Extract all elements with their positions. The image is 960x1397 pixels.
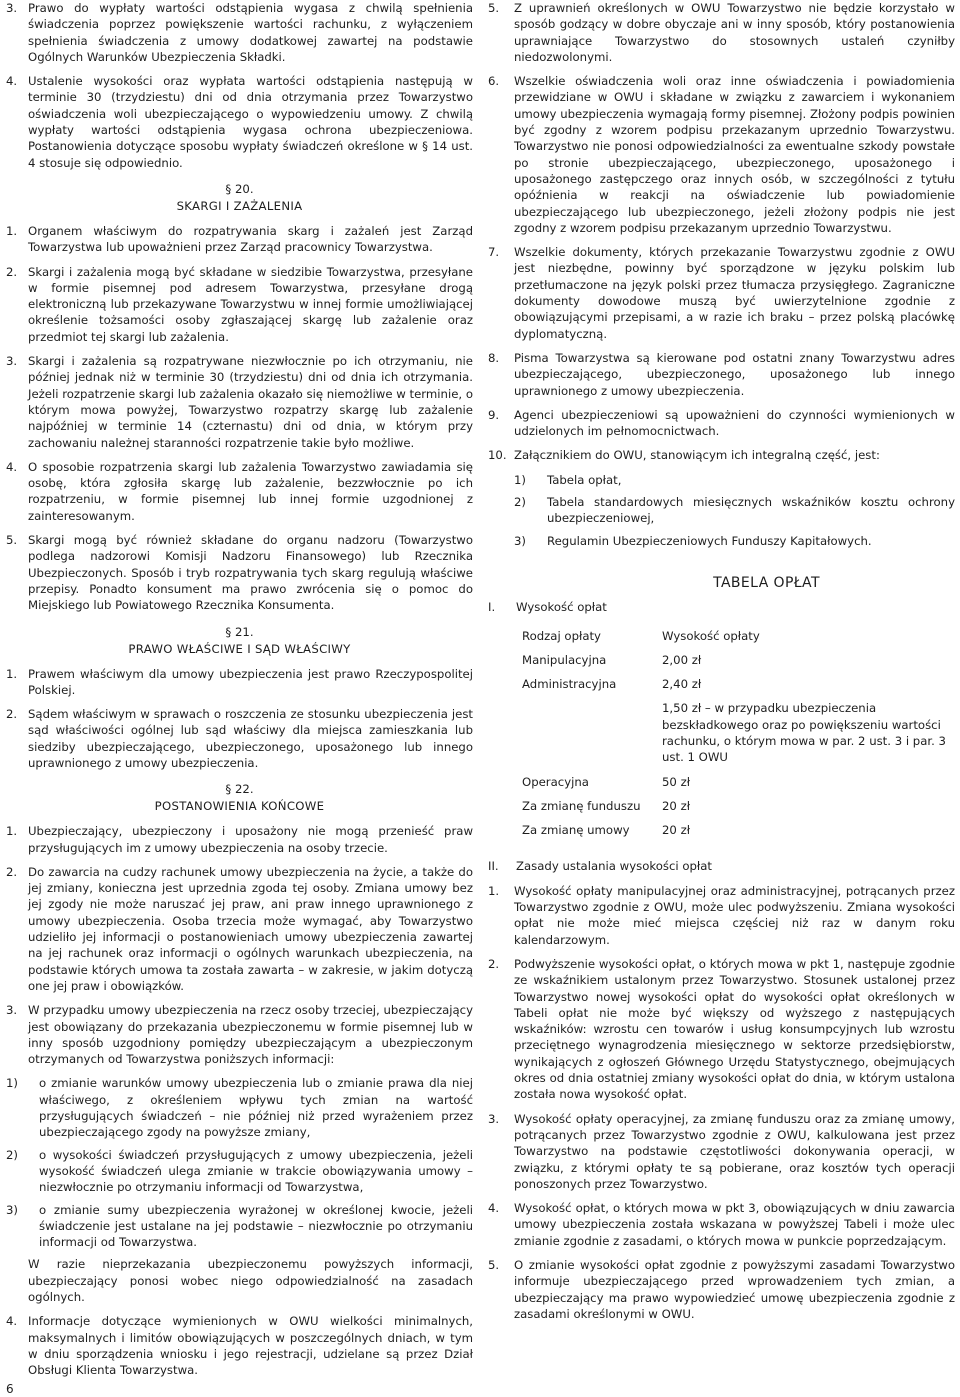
table-row — [514, 774, 952, 798]
item-number: 4. — [488, 1201, 500, 1216]
fee-type-cell — [514, 700, 662, 773]
list-item — [488, 883, 955, 948]
item-number: 1. — [6, 223, 18, 238]
list-item — [488, 73, 955, 236]
section-22-heading — [6, 781, 473, 815]
fee-type-cell: Operacyjna — [522, 774, 589, 789]
list-items-20 — [6, 223, 473, 614]
item-number: I. — [488, 600, 496, 615]
item-text: Załącznikiem do OWU, stanowiącym ich integralną część, jest: — [514, 448, 880, 463]
list-items-right-a — [488, 0, 955, 464]
item-text: Wszelkie oświadczenia woli oraz inne oświadczenia i powiadomienia przewidziane w OWU i składane w związku z zawarciem i wykonaniem umowy ubezpieczenia wymagają formy pisemnej. Złożony podpis powinien być zgodny z wzorem podpisu przekazanym uprzednio Towarzystwu. Towarzystwo nie ponosi odpowiedzialności za ewentualne szkody powstałe po stronie ubezpieczającego, ubezpieczonego, uposażonego i uposażonego zastępczego oraz innych osób, w szczególności z tytułu opóźnienia w reakcji na oświadczenie lub powiadomienie ubezpieczającego lub ubezpieczonego, jeżeli złożony podpis nie jest zgodny z wzorem podpisu przekazanym uprzednio Towarzystwu. — [514, 74, 955, 235]
item-number: 4. — [6, 459, 18, 474]
fee-type-cell: Administracyjna — [522, 677, 617, 692]
item-number: 5. — [488, 1258, 500, 1272]
table-row — [514, 652, 952, 676]
fee-amount-cell: 50 zł — [662, 774, 691, 789]
item-text: O sposobie rozpatrzenia skargi lub zażalenia Towarzystwo zawiadamia się osobę, która zgłosiła skargę lub zażalenie, bezzwłocznie po ich rozpatrzeniu, w formie pisemnej lub innej formie uzgodnionej z zainteresowanym. — [28, 459, 473, 523]
list-item — [6, 666, 473, 699]
item-number: 3) — [6, 1202, 18, 1217]
item-text: W przypadku umowy ubezpieczenia na rzecz osoby trzeciej, ubezpieczający jest obowiązany do przekazania ubezpieczonemu w formie pisemnej lub w inny sposób uzgodniony pomiędzy ubezpieczającym a ubezpieczonym otrzymanych od Towarzystwa poniższych informacji: — [28, 1003, 473, 1067]
item-text: o wysokości świadczeń przysługujących z umowy ubezpieczenia, jeżeli wysokość świadczeń ulega zmianie w trakcie obowiązywania umowy – niezwłocznie po otrzymaniu informacji od Towarzystwa, — [39, 1147, 473, 1195]
item-text: Prawem właściwym dla umowy ubezpieczenia jest prawo Rzeczypospolitej Polskiej. — [28, 666, 473, 697]
item-number: 1. — [6, 666, 18, 681]
item-text: Z uprawnień określonych w OWU Towarzystwo nie będzie korzystało w sposób godzący w dobre obyczaje ani w inny sposób, który postanowienia uprawniające Towarzystwo do stosownych ustaleń czyniłby niedozwolonymi. — [514, 1, 955, 64]
item-text: Informacje dotyczące wymienionych w OWU wielkości minimalnych, maksymalnych i limitów obowiązujących w poszczególnych dniach, w tym w dniu sporządzenia wniosku i jego rejestracji, udzielane są przez Dział Obsługi Klienta Towarzystwa. — [28, 1314, 473, 1378]
fee-amount-cell: 2,40 zł — [662, 677, 702, 692]
section-number: § 21. — [225, 624, 254, 639]
item-text: Regulamin Ubezpieczeniowych Funduszy Kapitałowych. — [547, 533, 872, 548]
list-item — [488, 407, 955, 440]
tabela-title: TABELA OPŁAT — [713, 574, 820, 591]
table-row — [514, 676, 952, 700]
list-item — [488, 244, 955, 342]
item-number: 3) — [514, 533, 526, 548]
item-text: Ubezpieczający, ubezpieczony i uposażony nie mogą przenieść praw przysługujących im z umowy ubezpieczenia na osoby trzecie. — [28, 824, 473, 855]
item-number: 2. — [6, 707, 18, 722]
fee-table — [514, 628, 952, 847]
item-number: 7. — [488, 245, 500, 260]
section-title: POSTANOWIENIA KOŃCOWE — [154, 799, 325, 814]
list-item — [6, 532, 473, 613]
item-text: Organem właściwym do rozpatrywania skarg i zażaleń jest Zarząd Towarzystwa lub upoważnieni przez Zarząd pracownicy Towarzystwa. — [28, 223, 473, 255]
fee-amount-cell: Wysokość opłaty — [662, 628, 760, 643]
item-number: 1. — [6, 824, 18, 839]
item-text: Wysokość opłat, o których mowa w pkt 3, obowiązujących w dniu zawarcia umowy ubezpieczenia została wskazana w powyższej Tabeli i może ulec zmianie zgodnie z zasadami, o których mowa w punkcie poprzedzającym. — [514, 1201, 955, 1248]
item-text: o zmianie sumy ubezpieczenia wyrażonej w określonej kwocie, jeżeli świadczenie jest ustalane na jej podstawie – niezwłocznie po otrzymaniu informacji od Towarzystwa. — [39, 1202, 473, 1250]
item-number: 2) — [514, 495, 526, 510]
item-text: Pisma Towarzystwa są kierowane pod ostatni znany Towarzystwu adres ubezpieczającego, ubezpieczonego, uposażonego lub innego uprawnionego z umowy ubezpieczenia. — [514, 350, 955, 398]
left-column — [6, 0, 473, 1386]
item-text: Wysokość opłat — [516, 600, 607, 615]
item-number: 4. — [6, 74, 18, 89]
table-row — [514, 628, 952, 652]
item-number: 5. — [488, 1, 500, 15]
fee-type-cell: Za zmianę umowy — [522, 823, 630, 838]
item-text: Podwyższenie wysokości opłat, o których mowa w pkt 1, następuje zgodnie ze wskaźnikiem ustalonym przez Towarzystwo. Stosunek ustalonej przez Towarzystwo nowej wysokości opłat do wysokości opłat określonych w Tabeli opłat nie może być większy od wyższego z następujących wskaźników: wzrostu cen towarów i usług konsumpcyjnych lub wzrostu przeciętnego wynagrodzenia miesięcznego w sektorze przedsiębiorstw, wynikających z ogłoszeń Głównego Urzędu Statystycznego, obejmujących okres od dnia ostatniej zmiany wysokości opłat do dnia, w którym ustalona została nowa wysokość opłat. — [514, 956, 955, 1102]
item-text: Tabela opłat, — [547, 472, 622, 487]
list-item — [488, 956, 955, 1103]
list-item — [488, 447, 955, 463]
item-number: 9. — [488, 407, 500, 422]
item-number: 3. — [6, 1, 18, 15]
item-text: Wysokość opłaty operacyjnej, za zmianę funduszu oraz za zmianę umowy, potrącanych przez Towarzystwo zgodnie z OWU, kalkulowana jest przez Towarzystwo na podstawie częstotliwości dokonywania operacji, w związku, z którymi opłaty te są pobierane, oraz kosztów tych operacji ponoszonych przez Towarzystwo. — [514, 1111, 955, 1191]
table-row — [514, 822, 952, 846]
item-text: Tabela standardowych miesięcznych wskaźników kosztu ochrony ubezpieczeniowej, — [547, 495, 955, 526]
item-number: 10. — [488, 448, 507, 463]
item-text: Skargi i zażalenia są rozpatrywane niezwłocznie po ich otrzymaniu, nie później jednak niż w terminie 30 (trzydziestu) dni od dnia ich otrzymania. Jeżeli rozpatrzenie skargi lub zażalenia okazało się niemożliwe w terminie, o którym mowa powyżej, Towarzystwo rozpatrzy skargę lub zażalenie najpóźniej w terminie 14 (czternastu) dni od dnia, w którym przy zachowaniu należnej staranności rozpatrzenie takie było możliwe. — [28, 354, 473, 450]
section-title: PRAWO WŁAŚCIWE I SĄD WŁAŚCIWY — [128, 641, 351, 656]
item-number: 3. — [6, 1003, 18, 1018]
item-number: 1) — [6, 1076, 18, 1091]
item-number: 3. — [488, 1111, 500, 1126]
list-item — [488, 0, 955, 65]
list-item — [6, 353, 473, 451]
list-item — [6, 823, 473, 856]
list-item — [6, 1313, 473, 1378]
item-number: 3. — [6, 354, 18, 369]
list-item — [488, 350, 955, 399]
item-text: O zmianie wysokości opłat zgodnie z powyższymi zasadami Towarzystwo informuje ubezpieczającego przed wprowadzeniem tych zmian, a ubezpieczający ma prawo wypowiedzieć umowę ubezpieczenia zgodnie z zasadami określonymi w OWU. — [514, 1258, 955, 1321]
fee-amount-cell: 2,00 zł — [662, 652, 702, 667]
item-number: 1. — [488, 883, 500, 898]
item-number: 2. — [488, 956, 500, 971]
sub-list-item — [514, 494, 955, 527]
fee-amount-cell: 1,50 zł – w przypadku ubezpieczenia bezskładkowego oraz po powiększeniu wartości rachunku, o którym mowa w par. 2 ust. 3 i par. 3 ust. 1 OWU — [662, 701, 946, 765]
sub-list-item — [6, 1147, 473, 1196]
fee-type-cell: Rodzaj opłaty — [522, 628, 601, 643]
section-20-heading — [6, 181, 473, 215]
item-number: 8. — [488, 350, 500, 365]
list-items-22 — [6, 823, 473, 1067]
item-number: 4. — [6, 1314, 18, 1329]
list-items-21 — [6, 666, 473, 772]
fee-type-cell: Manipulacyjna — [522, 652, 607, 667]
sub-list-item — [6, 1202, 473, 1251]
section-i-heading — [488, 599, 955, 615]
sub-list-item — [6, 1075, 473, 1140]
paragraph: W razie nieprzekazania ubezpieczonemu powyższych informacji, ubezpieczający ponosi wobec niego odpowiedzialność na zasadach ogólnych. — [28, 1257, 473, 1304]
item-text: Sądem właściwym w sprawach o roszczenia ze stosunku ubezpieczenia jest sąd właściwości ogólnej lub sąd właściwy dla miejsca zamieszkania lub siedziby ubezpieczającego, ubezpieczonego, uposażonego lub innego uprawnionego z umowy ubezpieczenia. — [28, 707, 473, 770]
list-item — [6, 223, 473, 256]
sublist-10 — [488, 472, 955, 549]
item-number: 2. — [6, 264, 18, 279]
item-number: 2) — [6, 1147, 18, 1162]
section-ii-heading — [488, 858, 955, 874]
item-number: II. — [488, 859, 499, 874]
table-row — [514, 798, 952, 822]
item-number: 6. — [488, 74, 500, 89]
item-text: o zmianie warunków umowy ubezpieczenia lub o zmianie prawa dla niej właściwego, z określeniem wpływu tych zmian na wartość przysługujących świadczeń – nie później niż przed wyrażeniem przez ubezpieczającego zgody na powyższe zmiany, — [39, 1076, 473, 1140]
fee-amount-cell: 20 zł — [662, 823, 691, 838]
list-item — [488, 1200, 955, 1249]
page-number: 6 — [6, 1382, 14, 1396]
list-item — [6, 1002, 473, 1067]
item-text: Skargi i zażalenia mogą być składane w siedzibie Towarzystwa, przesyłane w formie pisemnej pod adresem Towarzystwa, przesyłane drogą elektroniczną lub przekazywane Towarzystwu w innej formie umożliwiającej określenie tożsamości osoby zgłaszającej skargę lub zażalenie oraz przedmiot tej skargi lub zażalenia. — [28, 264, 473, 344]
list-item — [6, 0, 473, 65]
list-item — [6, 706, 473, 771]
list-items-ii — [488, 883, 955, 1322]
item-text: Do zawarcia na cudzy rachunek umowy ubezpieczenia na życie, a także do jej zmiany, konieczna jest uprzednia zgoda tej osoby. Zmiana umowy bez jej zgody nie może naruszać jej praw, ani praw innego uprawnionego z umowy ubezpieczenia. Osoba trzecia może wymagać, aby Towarzystwo udzieliło jej informacji o postanowieniach umowy ubezpieczenia zawartej na jej rachunek oraz informacji o ogólnych warunkach ubezpieczenia, na podstawie których umowa ta została zawarta – w zakresie, w jakim dotyczą one jej praw i obowiązków. — [28, 864, 473, 993]
item-text: Skargi mogą być również składane do organu nadzoru (Towarzystwo podlega nadzorowi Komisji Nadzoru Finansowego) lub Rzecznika Ubezpieczonych. Sposób i tryb rozpatrywania tych skarg regulują właściwe przepisy. Ponadto konsument ma prawo zwrócenia się o pomoc do Miejskiego lub Powiatowego Rzecznika Konsumenta. — [28, 533, 473, 613]
item-text: Wszelkie dokumenty, których przekazanie Towarzystwu zgodnie z OWU jest niezbędne, powinny być sporządzone w języku polskim lub przetłumaczone na język polski przez tłumacza przysięgłego. Zagraniczne dokumenty dowodowe muszą być uwierzytelnione zgodnie z obowiązującymi przepisami, a w razie ich braku – przez polską placówkę dyplomatyczną. — [514, 245, 955, 341]
right-column — [488, 0, 955, 1330]
section-number: § 22. — [225, 782, 254, 797]
list-items-a — [6, 0, 473, 171]
list-item — [488, 1111, 955, 1192]
item-number: 1) — [514, 472, 526, 487]
item-text: Agenci ubezpieczeniowi są upoważnieni do czynności wymienionych w udzielonych im pełnomocnictwach. — [514, 407, 955, 439]
section-title: SKARGI I ZAŻALENIA — [176, 198, 303, 213]
list-item — [488, 1257, 955, 1322]
item-number: 2. — [6, 864, 18, 879]
list-item — [6, 459, 473, 524]
list-item — [6, 73, 473, 171]
item-text: Zasady ustalania wysokości opłat — [516, 859, 712, 874]
item-text: Wysokość opłaty manipulacyjnej oraz administracyjnej, potrącanych przez Towarzystwo zgodnie z OWU, może ulec podwyższeniu. Zmiana wysokości opłat nie może mieć miejsca częściej niż raz w danym roku kalendarzowym. — [514, 883, 955, 947]
sub-list-item — [514, 472, 955, 488]
table-row — [514, 700, 952, 773]
sublist-22-3 — [6, 1075, 473, 1250]
item-number: 5. — [6, 533, 18, 548]
item-text: Ustalenie wysokości oraz wypłata wartości odstąpienia następują w terminie 30 (trzydziestu) dni od dnia otrzymania przez Towarzystwo oświadczenia woli ubezpieczającego o wypowiedzeniu umowy. Z chwilą wypłaty wartości odstąpienia wygasa ochrona ubezpieczeniowa. Postanowienia dotyczące sposobu wypłaty świadczeń określone w § 14 ust. 4 stosuje się odpowiednio. — [28, 74, 473, 170]
list-item — [6, 264, 473, 345]
item-text: Prawo do wypłaty wartości odstąpienia wygasa z chwilą spełnienia świadczenia poprzez powiększenie wartości rachunku, z wyłączeniem spełnienia świadczenia z umowy dodatkowej zawartej na podstawie Ogólnych Warunków Ubezpieczenia Składki. — [28, 1, 473, 64]
fee-type-cell: Za zmianę funduszu — [522, 798, 641, 813]
list-items-22b — [6, 1313, 473, 1378]
list-item — [6, 864, 473, 994]
fee-amount-cell: 20 zł — [662, 798, 691, 813]
section-number: § 20. — [225, 181, 254, 196]
section-21-heading — [6, 624, 473, 658]
sub-list-item — [514, 533, 955, 549]
